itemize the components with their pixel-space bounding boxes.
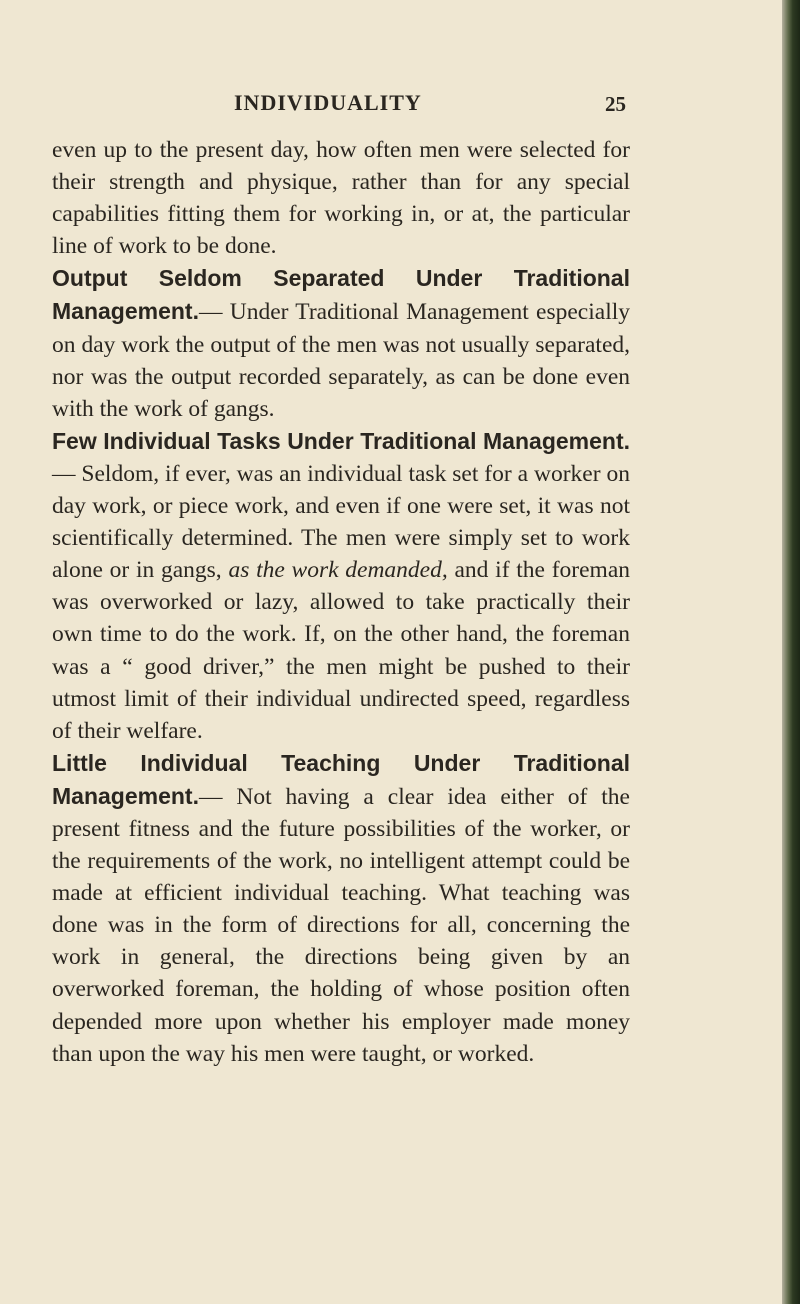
page-number: 25 — [605, 92, 626, 116]
body-text — [52, 134, 630, 1070]
paragraph-3-text-a: — Seldom, if ever, was an individual task set for a worker on day work, or piece work, and even if one were set, it was not scientifically determined. The men were simply set to work alone or in gangs, — [52, 460, 630, 584]
book-binding-edge — [782, 0, 800, 1304]
paragraph-4 — [52, 747, 630, 1070]
paragraph-4-text: — Not having a clear idea either of the present fitness and the future possibilities of the worker, or the requirements of the work, no intelligent attempt could be made at efficient individual teaching. What teaching was done was in the form of directions for all, concerning the work in general, the directions being given by an overworked foreman, the holding of whose position often depended more upon whether his employer made money than upon the way his men were taught, or worked. — [52, 783, 630, 1067]
paragraph-1-text: even up to the present day, how often men were selected for their strength and physique, rather than for any special capabilities fitting them for working in, or at, the particular line of work to be done. — [52, 137, 630, 260]
running-head — [52, 90, 632, 120]
paragraph-4-heading: Little Individual Teaching Under Traditional Management. — [52, 749, 630, 809]
paragraph-3-italic: as the work demanded, — [228, 557, 448, 584]
running-title: INDIVIDUALITY — [234, 90, 422, 115]
paragraph-2-text: — Under Traditional Management especially on day work the output of the men was not usually separated, nor was the output recorded separately, as can be done even with the work of gangs. — [52, 299, 630, 422]
paragraph-3-heading: Few Individual Tasks Under Traditional Management. — [52, 427, 630, 454]
paragraph-2-heading: Output Seldom Separated Under Traditional Management. — [52, 265, 630, 325]
paragraph-1 — [52, 134, 630, 262]
paragraph-3-text-b: and if the foreman was overworked or lazy, allowed to take practically their own time to do the work. If, on the other hand, the foreman was a “ good driver,” the men might be pushed to their utmost limit of their individual undirected speed, regardless of their welfare. — [52, 557, 631, 744]
paragraph-2 — [52, 262, 630, 424]
paragraph-3 — [52, 425, 630, 747]
